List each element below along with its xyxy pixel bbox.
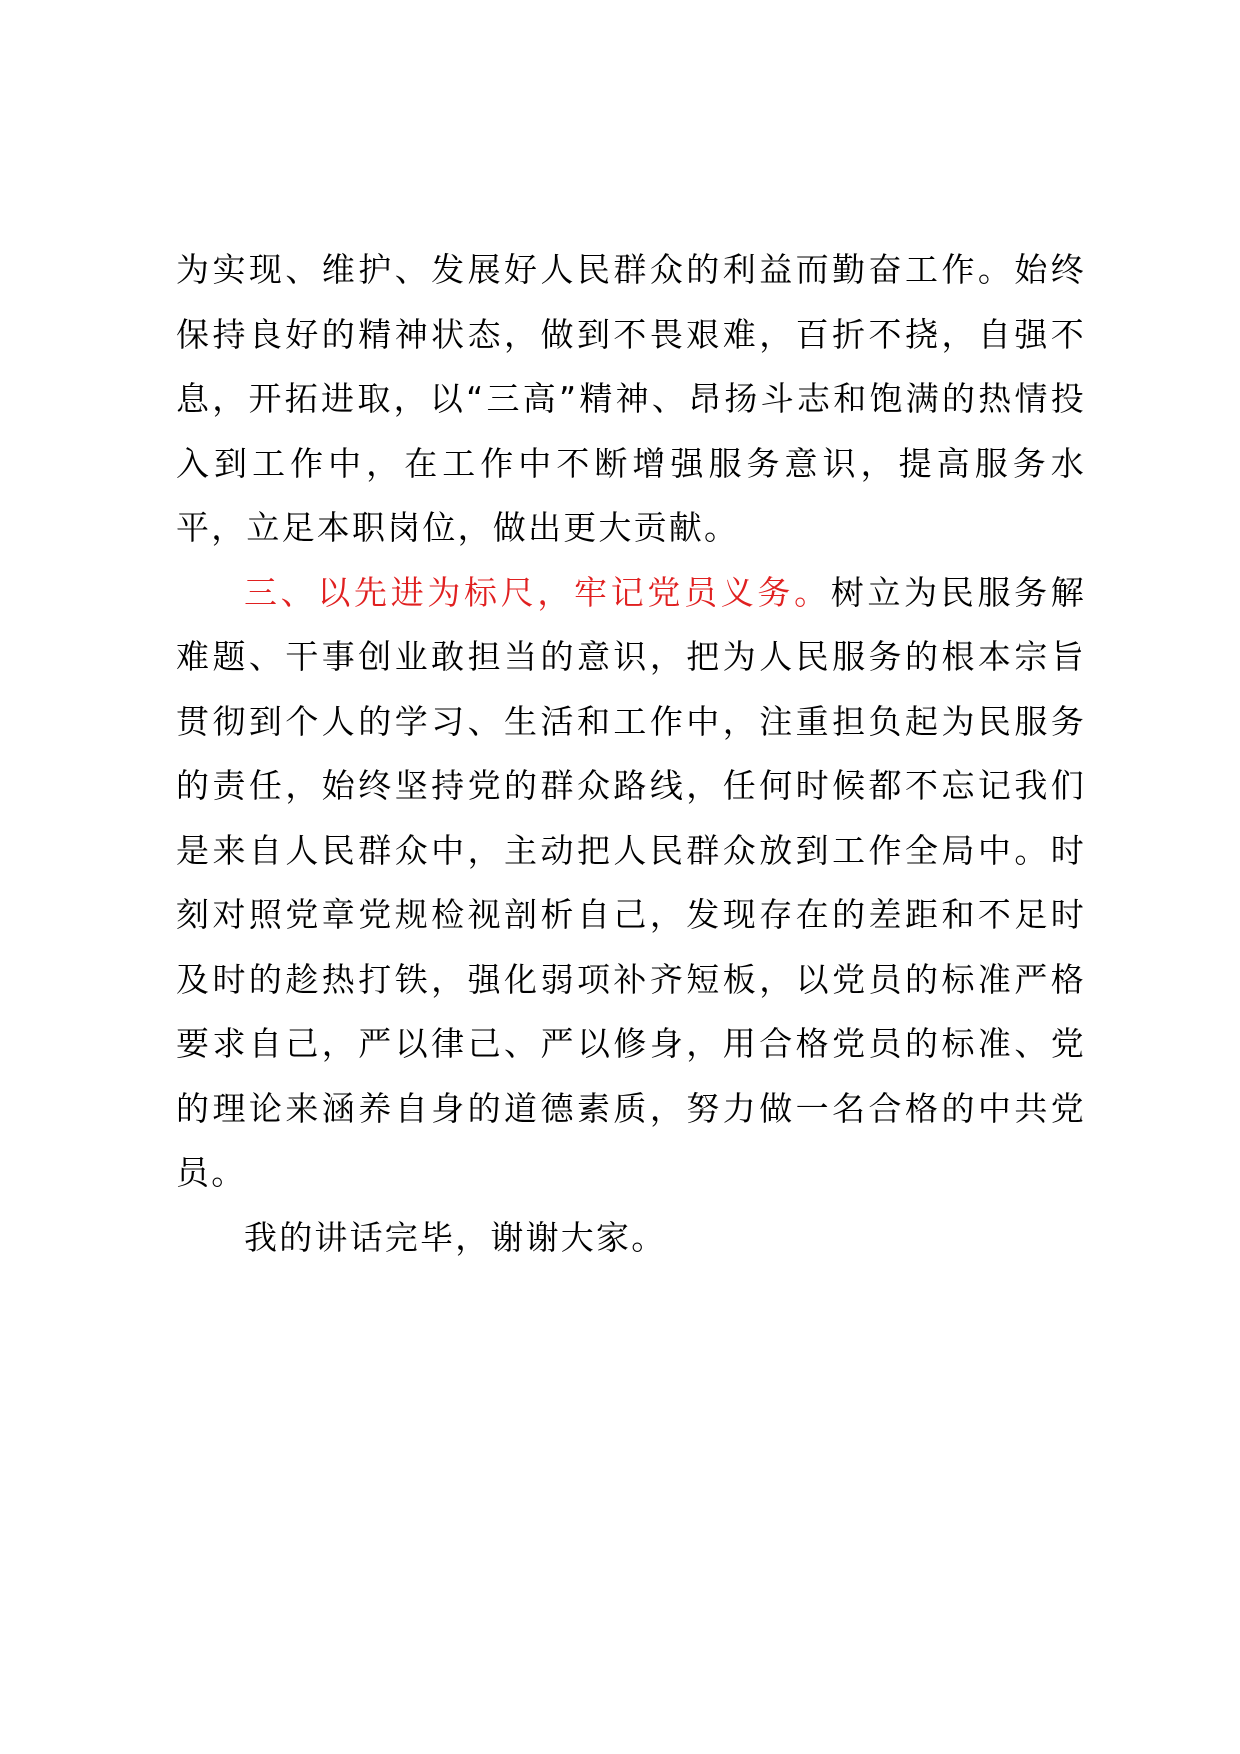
document-body [176, 238, 1086, 1270]
closing-remark: 我的讲话完毕，谢谢大家。 [244, 1217, 667, 1257]
section-3-body: 树立为民服务解难题、干事创业敢担当的意识，把为人民服务的根本宗旨贯彻到个人的学习、生活和工作中，注重担负起为民服务的责任，始终坚持党的群众路线，任何时候都不忘记我们是来自人民群众中，主动把人民群众放到工作全局中。时刻对照党章党规检视剖析自己，发现存在的差距和不足时及时的趁热打铁，强化弱项补齐短板，以党员的标准严格要求自己，严以律己、严以修身，用合格党员的标准、党的理论来涵养自身的道德素质，努力做一名合格的中共党员。 [176, 572, 1086, 1192]
paragraph-continuation: 为实现、维护、发展好人民群众的利益而勤奋工作。始终保持良好的精神状态，做到不畏艰难，百折不挠，自强不息，开拓进取，以“三高”精神、昂扬斗志和饱满的热情投入到工作中，在工作中不断增强服务意识，提高服务水平，立足本职岗位，做出更大贡献。 [176, 250, 1086, 547]
section-3-heading: 三、以先进为标尺，牢记党员义务。 [244, 572, 831, 612]
section-3-paragraph [176, 561, 1086, 1206]
